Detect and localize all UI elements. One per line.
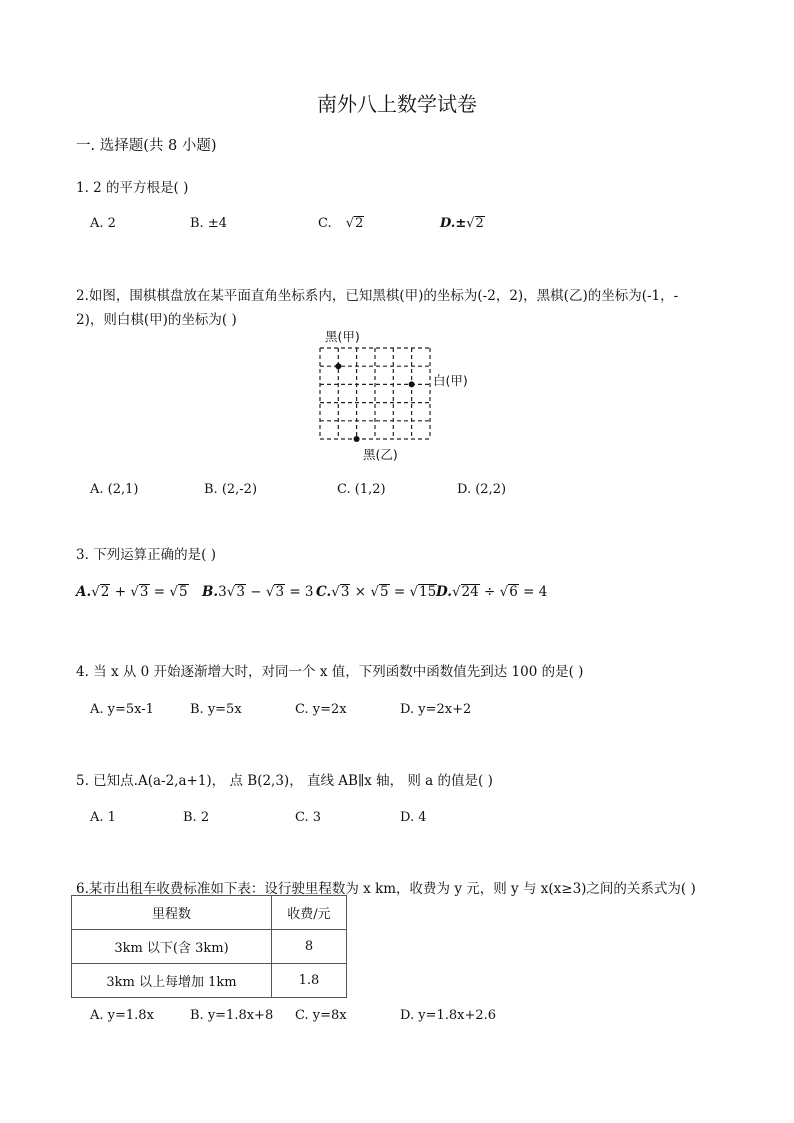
q3-c-eq: = (393, 584, 406, 600)
q6-option-a: A. y=1.8x (90, 1008, 154, 1023)
q2-option-a: A. (2,1) (90, 482, 139, 497)
black-a-label: 黑(甲) (325, 329, 360, 344)
black-b-label: 黑(乙) (363, 447, 398, 462)
table-cell: 3km 以下(含 3km) (72, 930, 272, 964)
question-6-stem: 6.某市出租车收费标准如下表：设行驶里程数为 x km，收费为 y 元，则 y 与 x(x≥3)之间的关系式为( ) (76, 881, 696, 897)
q3-a-r1: 2 (100, 584, 110, 600)
q5-option-c: C. 3 (295, 810, 322, 825)
q3-d-r2: 6 (509, 584, 518, 600)
q1-option-d-label: D.± (440, 216, 467, 231)
question-1-stem: 1. 2 的平方根是( ) (76, 180, 189, 196)
q3-c-r2: 5 (379, 584, 389, 600)
q4-option-b: B. y=5x (190, 702, 242, 717)
question-2-stem-line2: 2)，则白棋(甲)的坐标为( ) (76, 312, 237, 328)
q4-option-c: C. y=2x (295, 702, 347, 717)
q4-option-d: D. y=2x+2 (400, 702, 472, 717)
table-cell: 1.8 (272, 964, 347, 998)
q3-option-a: A.√2 + √3 = √5 (76, 584, 188, 600)
q3-c-r1: 3 (340, 584, 350, 600)
q3-b-eq: = 3 (289, 584, 314, 600)
q5-option-a: A. 1 (90, 810, 116, 825)
black-stone-a (335, 363, 341, 369)
q6-option-d: D. y=1.8x+2.6 (400, 1008, 497, 1023)
q3-a-r2: 3 (139, 584, 149, 600)
table-row (72, 930, 347, 964)
q3-d-r1: 24 (461, 584, 479, 600)
question-4-stem: 4. 当 x 从 0 开始逐渐增大时，对同一个 x 值，下列函数中函数值先到达 100 的是( ) (76, 664, 584, 680)
fare-table (71, 895, 347, 998)
q2-option-c: C. (1,2) (337, 482, 386, 497)
q3-c-op: × (354, 584, 367, 600)
q3-b-op: − (250, 584, 262, 600)
q3-a-eq: = (153, 584, 166, 600)
table-header-row (72, 896, 347, 930)
q1-option-d: D.±√2 (440, 216, 484, 231)
q6-option-c: C. y=8x (295, 1008, 347, 1023)
question-2-stem-line1: 2.如图，围棋棋盘放在某平面直角坐标系内，已知黑棋(甲)的坐标为(-2，2)，黑棋(乙)的坐标为(-1，- (76, 288, 679, 304)
white-a-label: 白(甲) (433, 373, 468, 388)
q3-b-r1: 3 (236, 584, 245, 600)
table-header-cell: 里程数 (72, 896, 272, 930)
table-cell: 3km 以上每增加 1km (72, 964, 272, 998)
q3-b-r2: 3 (275, 584, 285, 600)
section-heading: 一. 选择题(共 8 小题) (76, 138, 217, 154)
q3-c-r3: 15 (419, 584, 437, 600)
q3-option-c-label: C. (316, 584, 332, 600)
white-stone-a (409, 381, 415, 387)
q3-option-d-label: D. (436, 584, 452, 600)
table-cell: 8 (272, 930, 347, 964)
q3-option-b-label: B. (202, 584, 219, 600)
q3-option-a-label: A. (76, 584, 92, 600)
q3-option-c: C.√3 × √5 = √15 (316, 584, 437, 600)
q4-option-a: A. y=5x-1 (90, 702, 154, 717)
q3-option-d: D.√24 ÷ √6 = 4 (436, 584, 548, 600)
go-board-figure (305, 326, 505, 466)
q1-option-a: A. 2 (90, 216, 116, 231)
q1-option-b: B. ±4 (190, 216, 227, 231)
board-grid (320, 348, 430, 439)
q1-option-c-radicand: 2 (355, 216, 364, 231)
q1-option-c-label: C. (318, 216, 332, 231)
q3-d-op: ÷ (484, 584, 496, 600)
table-row (72, 964, 347, 998)
q3-option-b: B.3√3 − √3 = 3 (202, 584, 314, 600)
q1-option-d-radicand: 2 (475, 216, 484, 231)
q1-option-c: C. √2 (318, 216, 364, 231)
q3-a-op: + (114, 584, 126, 600)
q2-option-b: B. (2,-2) (204, 482, 258, 497)
question-5-stem: 5. 已知点.A(a-2,a+1)， 点 B(2,3)， 直线 AB∥x 轴， 则 a 的值是( ) (76, 773, 493, 789)
q3-a-r3: 5 (179, 584, 188, 600)
page-title: 南外八上数学试卷 (317, 92, 477, 116)
table-header-cell: 收费/元 (272, 896, 347, 930)
question-3-stem: 3. 下列运算正确的是( ) (76, 547, 216, 563)
q6-option-b: B. y=1.8x+8 (190, 1008, 274, 1023)
q5-option-d: D. 4 (400, 810, 427, 825)
q3-b-c1: 3 (218, 584, 227, 600)
q3-d-eq: = 4 (523, 584, 548, 600)
black-stone-b (354, 436, 360, 442)
q2-option-d: D. (2,2) (457, 482, 507, 497)
q5-option-b: B. 2 (183, 810, 210, 825)
